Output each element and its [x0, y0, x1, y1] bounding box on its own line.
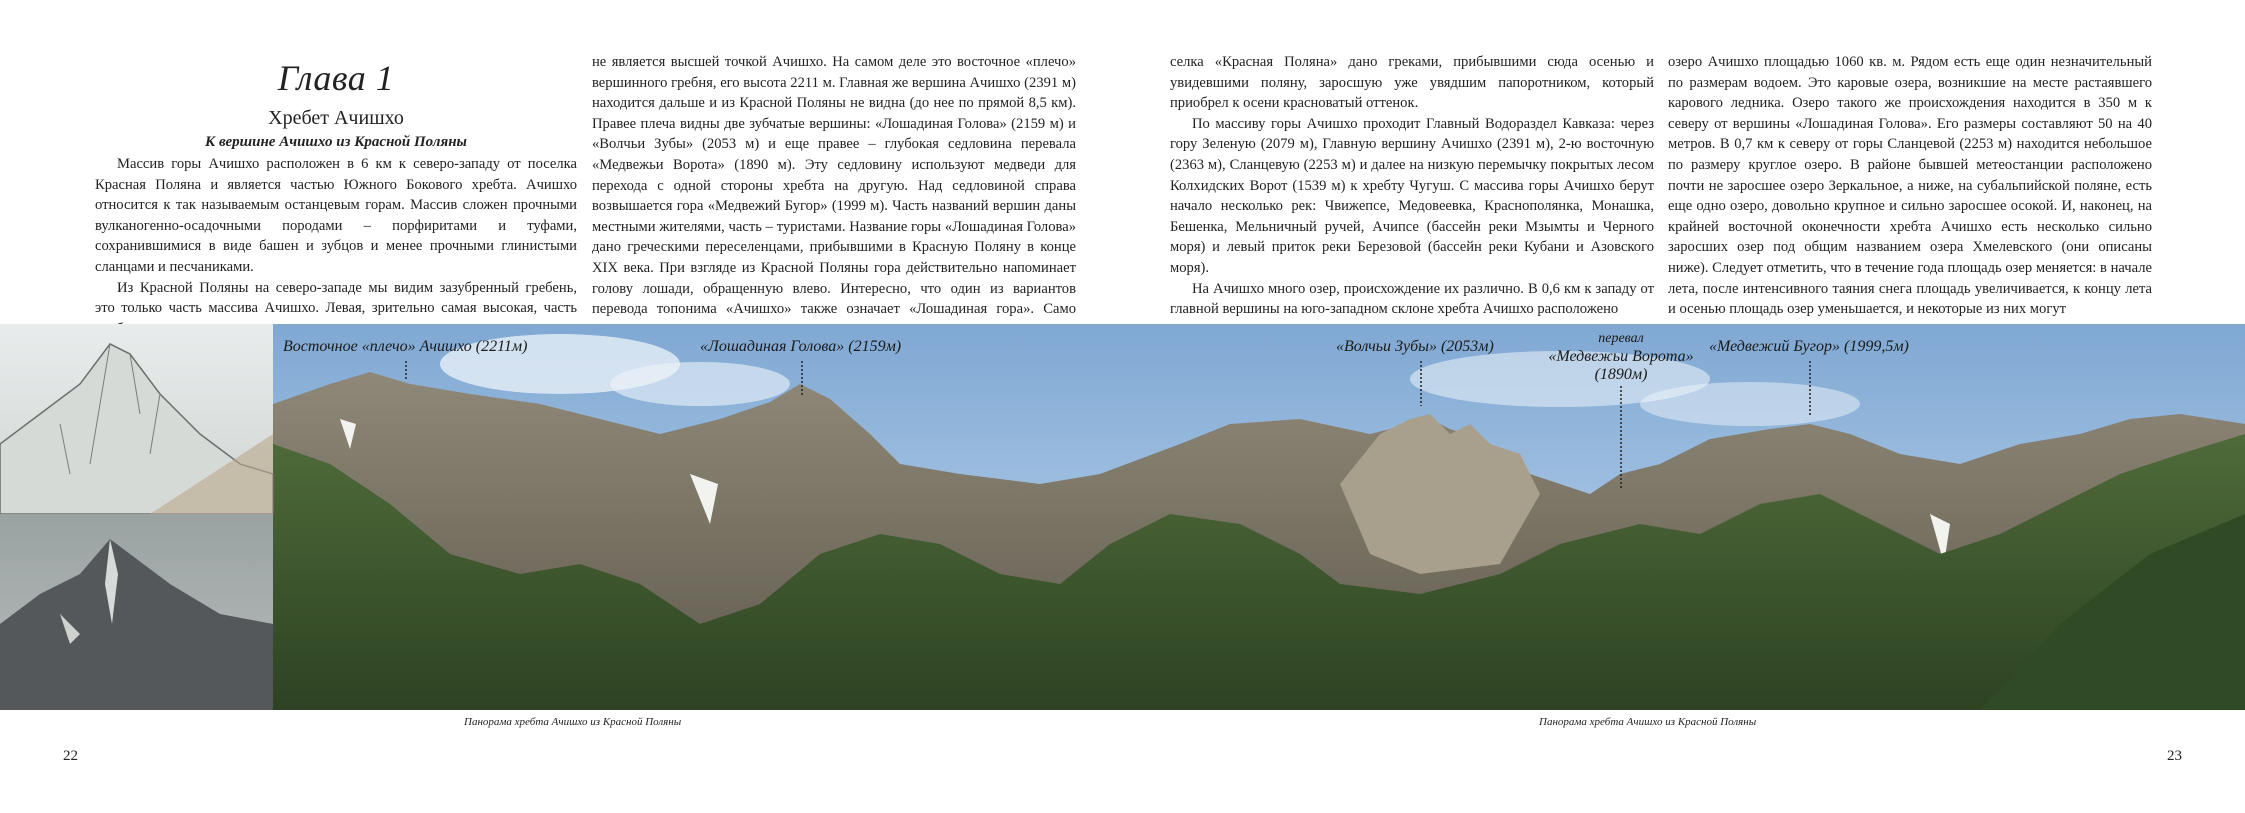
paragraph: не является высшей точкой Ачишхо. На самом деле это восточное «плечо» вершинного гребня, его высота 2211 м. Главная же вершина Ачишхо (2391 м) находится дальше и из Красной Поляны не видна (до нее по прямой 8,5 км). Правее плеча видны две зубчатые вершины: «Лошадиная Голова» (2159 м) и «Волчьи Зубы» (2053 м) и еще правее – глубокая седловина перевала «Медвежьи Ворота» (1890 м). Эту седловину используют медведи для перехода с одной стороны хребта на другую. Над седловиной справа возвышается гора «Медвежий Бугор» (1999 м). Часть названий вершин даны местными жителями, часть – туристами. Название горы «Лошадиная Голова» дано греческими переселенцами, прибывшими в Красную Поляну в конце XIX века. При взгляде из Красной Поляны гора действительно напоминает голову лошади, обращенную влево. Интересно, что один из вариантов перевода топонима «Ачишхо» также означает «Лошадиная гора». Само — [592, 54, 1076, 318]
page-number-left: 22 — [63, 748, 78, 764]
label-bear-gate — [1546, 330, 1696, 384]
text-column-2 — [592, 52, 1076, 340]
paragraph: Из Красной Поляны на северо-западе мы видим зазубренный гребень, это только часть массива Ачишхо. Левая, зрительно самая высокая, часть — [95, 279, 577, 317]
chapter-title: Глава 1 — [277, 58, 395, 98]
page-number-right: 23 — [2167, 748, 2182, 764]
paragraph: На Ачишхо много озер, происхождение их различно. В 0,6 км к западу от главной вершины на юго-западном склоне хребта Ачишхо расположено — [1170, 280, 1654, 318]
label-bear-gate-name: «Медвежьи Ворота» — [1548, 348, 1694, 365]
label-shoulder: Восточное «плечо» Ачишхо (2211м) — [283, 338, 528, 355]
label-pass-word: перевал — [1598, 331, 1644, 346]
text-column-4 — [1668, 52, 2152, 320]
label-horse-head: «Лошадиная Голова» (2159м) — [700, 338, 902, 355]
paragraph: озеро Ачишхо площадью 1060 кв. м. Рядом есть еще один незначительный по размерам водоем. Это каровые озера, возникшие на месте растаявшего карового ледника. Озеро такого же происхождения находится в 350 м к северу от вершины «Лошадиная Голова». Его размеры составляют 50 на 40 метров. В 0,7 км к северу от горы Сланцевой (2253 м) находится небольшое по размеру круглое озеро. В районе бывшей метеостанции расположено почти не заросшее озеро Зеркальное, а ниже, на субальпийской поляне, есть еще одно озеро, довольно крупное и сильно заросшее осокой. И, наконец, на крайней восточной оконечности хребта Ачишхо есть несколько сильно заросших озер под общим названием озера Хмелевского (они описаны ниже). Следует отметить, что в течение года площадь озер меняется: в начале лета, после интенсивного таяния снега площадь увеличивается, к концу лета и осенью площадь озер уменьшается, и некоторые из них могут — [1668, 54, 2152, 318]
text-column-3 — [1170, 52, 1654, 320]
caption-left: Панорама хребта Ачишхо из Красной Поляны — [464, 716, 682, 728]
label-bear-gate-height: (1890м) — [1594, 366, 1648, 383]
label-bear-hill: «Медвежий Бугор» (1999,5м) — [1709, 338, 1909, 355]
panorama-illustration — [0, 324, 2245, 710]
chapter-subtitle: Хребет Ачишхо — [268, 107, 404, 129]
paragraph: селка «Красная Поляна» дано греками, прибывшими сюда осенью и увидевшими поляну, заросшую уже увядшим папоротником, который приобрел к осени красноватый оттенок. — [1170, 54, 1654, 112]
text-column-1 — [95, 52, 577, 339]
paragraph: По массиву горы Ачишхо проходит Главный Водораздел Кавказа: через гору Зеленую (2079 м), Главную вершину Ачишхо (2391 м), 2-ю восточную (2363 м), Сланцевую (2253 м) и далее на низкую перемычку покрытых лесом Колхидских Ворот (1539 м) к хребту Чугуш. С массива горы Ачишхо берут начало несколько рек: Чвижепсе, Медовеевка, Краснополянка, Монашка, Бешенка, Мельничный ручей, Ачипсе (бассейн реки Мзымты и Черного моря) и левый приток реки Березовой (бассейн реки Кубани и Азовского моря). — [1170, 115, 1654, 276]
caption-right: Панорама хребта Ачишхо из Красной Поляны — [1539, 716, 1757, 728]
cloud — [610, 362, 790, 406]
label-wolf-teeth: «Волчьи Зубы» (2053м) — [1336, 338, 1494, 355]
mountain-panorama-image — [0, 324, 2245, 710]
cloud — [1640, 382, 1860, 426]
section-heading: К вершине Ачишхо из Красной Поляны — [205, 134, 467, 150]
paragraph: Массив горы Ачишхо расположен в 6 км к северо-западу от поселка Красная Поляна и является частью Южного Бокового хребта. Ачишхо относится к так называемым останцевым горам. Массив сложен прочными вулканогенно-осадочными породами – порфиритами и туфами, сохранившимися в виде башен и зубцов и менее прочными глинистыми сланцами и песчаниками. — [95, 156, 577, 275]
chapter-heading — [95, 58, 577, 152]
